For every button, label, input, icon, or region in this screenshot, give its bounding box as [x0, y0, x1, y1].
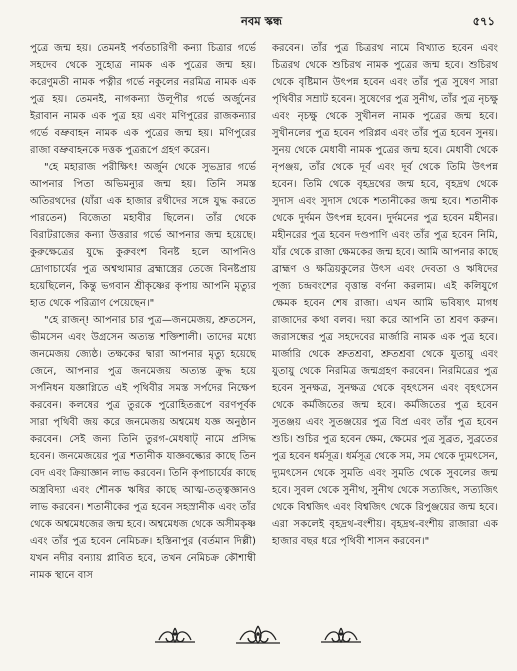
page-header: [28, 10, 495, 32]
page-number: ৫৭১: [472, 14, 495, 28]
floral-flourish-icon: [0, 622, 517, 650]
right-column: [272, 40, 498, 615]
paragraph: "হে রাজন্! আপনার চার পুত্র—জনমেজয়, শ্রুতসেন, ভীমসেন এবং উগ্রসেন অত্যন্ত শক্তিশালী। তাদের মধ্যে জনমেজয় জ্যেষ্ঠ। তক্ষকের দ্বারা আপনার মৃত্যু হয়েছে জেনে, আপনার পুত্র জনমেজয় অত্যন্ত ক্রুদ্ধ হয়ে সর্পনিধন যজ্ঞাগ্নিতে এই পৃথিবীর সমস্ত সর্পদের নিক্ষেপ করবেন। কলষের পুত্র তুরকে পুরোহিতরূপে বরণপূর্বক সারা পৃথিবী জয় করে জনমেজয় অশ্বমেধ যজ্ঞ অনুষ্ঠান করবেন। সেই জন্য তিনি তুরগ-মেধষাট্ নামে প্রসিদ্ধ হবেন। জনমেজয়ের পুত্র শতানীক যাজ্ঞবল্ক্যের কাছে তিন বেদ এবং ক্রিয়াজ্ঞান লাভ করবেন। তিনি কৃপাচার্যের কাছে অস্ত্রবিদ্যা এবং শৌনক ঋষির কাছে আত্ম-তত্ত্বজ্ঞানও লাভ করবেন। শতানীকের পুত্র হবেন সহস্রানীক এবং তাঁর থেকে অশ্বমেধজের জন্ম হবে। অশ্বমেধজ থেকে অসীমকৃষ্ণ এবং তাঁর পুত্র হবেন নেমিচক্র। হস্তিনাপুর (বর্তমান দিল্লী) যখন নদীর বন্যায় প্লাবিত হবে, তখন নেমিচক্র কৌশাম্বী নামক স্থানে বাস: [30, 315, 256, 581]
left-column: [30, 40, 256, 615]
text-columns: [30, 40, 498, 615]
running-head: নবম স্কন্ধ: [240, 14, 283, 28]
paragraph: পুত্রে জন্ম হয়। তেমনই পর্বতচারিণী কন্যা চিত্রার গর্ভে সহদেব থেকে সুহোত্র নামক এক পুত্রের জন্ম হয়। করেণুমতী নামক পত্নীর গর্ভে নকুলের নরমিত্র নামক এক পুত্র হয়। তেমনই, নাগকন্যা উলূপীর গর্ভে অর্জুনের ইরাবান নামক এক পুত্র হয় এবং মণিপুরের রাজকন্যার গর্ভে বভ্রুবাহন নামক এক পুত্রের জন্ম হয়। মণিপুরের রাজা বভ্রুবাহনকে দত্তক পুত্ররূপে গ্রহণ করেন।: [30, 43, 256, 156]
paragraph: করবেন। তাঁর পুত্র চিত্ররথ নামে বিখ্যাত হবেন এবং চিত্ররথ থেকে শুচিরথ নামক পুত্রের জন্ম হবে। শুচিরথ থেকে বৃষ্টিমান উৎপন্ন হবেন এবং তাঁর পুত্র সুষেণ সারা পৃথিবীর সম্রাট হবেন। সুষেণের পুত্র সুনীথ, তাঁর পুত্র নৃচক্ষু এবং নৃচক্ষু থেকে সুখীনল নামক পুত্রের জন্ম হবে। সুখীনলের পুত্র হবেন পরিপ্লব এবং তাঁর পুত্র হবেন সুনয়। সুনয় থেকে মেধাবী নামক পুত্রের জন্ম হবে। মেধাবী থেকে নৃপঞ্জয়, তাঁর থেকে দূর্ব এবং দূর্ব থেকে তিমি উৎপন্ন হবেন। তিমি থেকে বৃহদ্রথের জন্ম হবে, বৃহদ্রথ থেকে সুদাস এবং সুদাস থেকে শতানীকের জন্ম হবে। শতানীক থেকে দুর্দমন উৎপন্ন হবেন। দুর্দমনের পুত্র হবেন মহীনর। মহীনরের পুত্র হবেন দণ্ডপাণি এবং তাঁর পুত্র হবেন নিমি, যাঁর থেকে রাজা ক্ষেমকের জন্ম হবে। আমি আপনার কাছে ব্রাহ্মণ ও ক্ষত্রিয়কুলের উৎস এবং দেবতা ও ঋষিদের পূজ্য চন্দ্রবংশের বৃত্তান্ত বর্ণনা করলাম। এই কলিযুগে ক্ষেমক হবেন শেষ রাজা। এখন আমি ভবিষ্যৎ মাগধ রাজাদের কথা বলব। দয়া করে আপনি তা শ্রবণ করুন। জরাসন্ধের পুত্র সহদেবের মার্জারি নামক এক পুত্র হবে। মার্জারি থেকে শ্রুতশ্রবা, শ্রুতশ্রবা থেকে যুতায়ু এবং যুতায়ু থেকে নিরমিত্র জন্মগ্রহণ করবেন। নিরমিত্রের পুত্র হবেন সুনক্ষত্র, সুনক্ষত্র থেকে বৃহৎসেন এবং বৃহৎসেন থেকে কর্মজিতের জন্ম হবে। কর্মজিতের পুত্র হবেন সুতঞ্জয় এবং সুতঞ্জয়ের পুত্র বিপ্র এবং তাঁর পুত্র হবেন শুচি। শুচির পুত্র হবেন ক্ষেম, ক্ষেমের পুত্র সুব্রত, সুব্রতের পুত্র হবেন ধর্মসূত্র। ধর্মসূত্র থেকে সম, সম থেকে দ্যুমৎসেন, দ্যুমৎসেন থেকে সুমতি এবং সুমতি থেকে সুবলের জন্ম হবে। সুবল থেকে সুনীথ, সুনীথ থেকে সত্যজিৎ, সত্যজিৎ থেকে বিশ্বজিৎ এবং বিশ্বজিৎ থেকে রিপুঞ্জয়ের জন্ম হবে। এরা সকলেই বৃহদ্রথ-বংশীয়। বৃহদ্রথ-বংশীয় রাজারা এক হাজার বছর ধরে পৃথিবী শাসন করবেন।": [272, 43, 498, 547]
paragraph: "হে মহারাজ পরীক্ষিৎ! অর্জুন থেকে সুভদ্রার গর্ভে আপনার পিতা অভিমন্যুর জন্ম হয়। তিনি সমস্ত অতিরথদের (যাঁরা এক হাজার রথীদের সঙ্গে যুদ্ধ করতে পারতেন) বিজেতা মহাবীর ছিলেন। তাঁর থেকে বিরাটরাজের কন্যা উত্তরার গর্ভে আপনার জন্ম হয়েছে। কুরুক্ষেত্রের যুদ্ধে কুরুবংশ বিনষ্ট হলে আপনিও দ্রোণাচার্যের পুত্র অশ্বত্থামার ব্রহ্মাস্ত্রের তেজে বিনষ্টপ্রায় হয়েছিলেন, কিন্তু ভগবান শ্রীকৃষ্ণের কৃপায় আপনি মৃত্যুর হাত থেকে পরিত্রাণ পেয়েছেন।": [30, 162, 256, 309]
